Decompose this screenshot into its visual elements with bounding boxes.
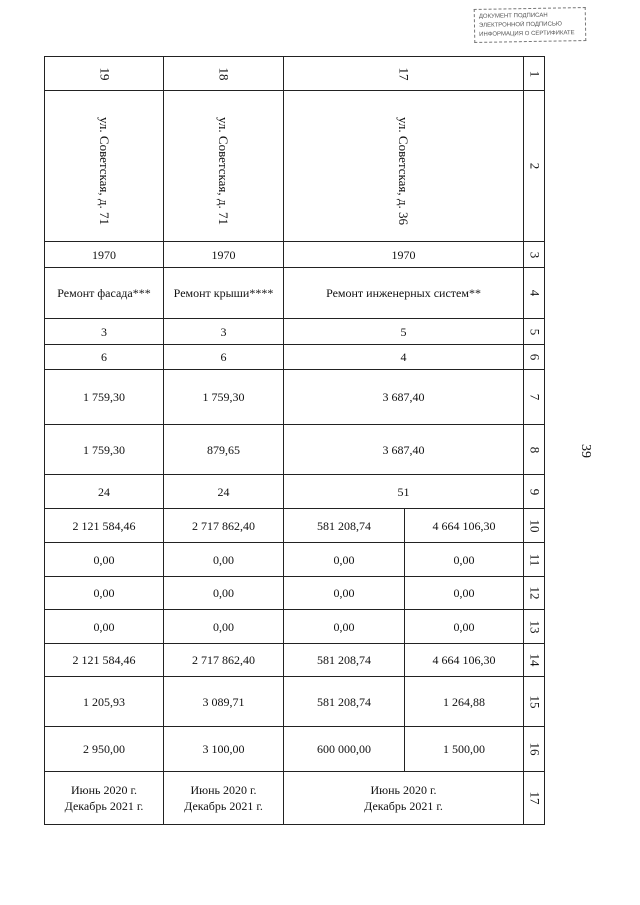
stamp-line: ЭЛЕКТРОННОЙ ПОДПИСЬЮ [478,21,562,29]
cell-col-c-text: 51 [397,484,410,499]
row-number [523,676,545,727]
cell-col-c1 [283,676,405,727]
cell-col-c2-text: 4 664 106,30 [432,653,496,667]
cell-col-c-text: 3 687,40 [382,442,425,457]
cell-col-c-text: Ремонт инженерных систем** [326,286,481,300]
cell-col-a-text: 1 759,30 [83,442,125,457]
cell-col-c [283,344,524,370]
cell-col-a [44,474,164,509]
row-number [523,241,545,268]
cell-col-b [163,576,284,610]
cell-col-b [163,643,284,677]
cell-col-a [44,771,164,825]
cell-col-b-text: 3 100,00 [202,742,245,756]
row-number [523,267,545,319]
cell-col-c2 [404,676,524,727]
cell-col-b [163,318,284,345]
cell-col-c [283,424,524,475]
row-number-text: 11 [527,553,542,566]
cell-col-c-text: Июнь 2020 г. Декабрь 2021 г. [364,783,443,813]
cell-col-c2-text: 0,00 [453,586,475,600]
cell-col-c1 [283,609,405,644]
row-number-text: 14 [527,653,542,667]
cell-col-a-text: 0,00 [93,586,115,600]
cell-col-c1-text: 581 208,74 [317,653,371,667]
cell-col-c2-text: 0,00 [453,552,475,567]
row-number [523,542,545,577]
row-number [523,643,545,677]
cell-col-b [163,609,284,644]
cell-col-c2 [404,609,524,644]
cell-col-c-text: 5 [400,324,407,339]
data-table [44,56,545,824]
address-text: ул. Советская, д. 71 [216,116,232,226]
cell-col-a [44,344,164,370]
cell-col-c2-text: 4 664 106,30 [432,518,496,533]
cell-col-a-text: Июнь 2020 г. Декабрь 2021 г. [64,783,144,813]
row-number [523,318,545,345]
cell-col-a [44,508,164,543]
cell-col-c1 [283,726,405,772]
cell-col-a-text: 1 205,93 [83,694,125,709]
cell-col-b [163,771,284,825]
cell-col-c2 [404,643,524,677]
cell-col-a [44,643,164,677]
cell-col-a [44,609,164,644]
row-number [523,726,545,772]
cell-col-c2 [404,542,524,577]
cell-col-c [283,369,524,425]
cell-col-a [44,318,164,345]
cell-col-b [163,726,284,772]
cell-col-a-text: 0,00 [93,619,115,634]
cell-col-c2 [404,508,524,543]
row-number [523,424,545,475]
header-col-17 [283,56,524,91]
cell-col-a-text: 24 [98,484,110,499]
cell-col-c2 [404,576,524,610]
stamp-line: ДОКУМЕНТ ПОДПИСАН [478,12,548,20]
row-number-label: 1 [527,70,542,77]
row-number-text: 12 [527,586,542,600]
cell-col-b-text: 24 [217,484,230,499]
cell-col-c1 [283,643,405,677]
header-col-18 [163,56,284,91]
cell-col-b-text: 6 [220,350,227,364]
row-number [523,609,545,644]
header-col-19-label: 19 [97,67,112,80]
cell-col-b-text: 3 089,71 [202,694,245,709]
address-col-c [283,90,524,242]
cell-col-b-text: 3 [220,324,227,339]
cell-col-b-text: 1970 [211,247,236,262]
row-number-text: 6 [527,353,542,361]
cell-col-c1-text: 600 000,00 [317,742,371,756]
cell-col-c [283,267,524,319]
cell-col-b [163,542,284,577]
address-text: ул. Советская, д. 71 [96,116,112,226]
row-number [523,344,545,370]
signature-stamp [474,7,587,43]
cell-col-b-text: 0,00 [213,619,234,634]
row-number-text: 16 [527,742,542,756]
row-number-label: 2 [527,162,542,170]
cell-col-b [163,344,284,370]
cell-col-c [283,318,524,345]
cell-col-c1-text: 0,00 [333,619,355,634]
cell-col-b [163,676,284,727]
cell-col-a-text: 0,00 [93,552,115,567]
cell-col-b-text: 1 759,30 [202,390,245,404]
page-number: 39 [578,444,593,458]
cell-col-c-text: 3 687,40 [382,390,425,404]
cell-col-a [44,576,164,610]
row-number-text: 7 [527,393,542,401]
cell-col-c2 [404,726,524,772]
cell-col-a-text: 1970 [92,247,116,262]
address-col-a [44,90,164,242]
cell-col-b [163,241,284,268]
cell-col-c [283,474,524,509]
row-number-text: 9 [527,488,542,495]
cell-col-b [163,369,284,425]
cell-col-a-text: 2 950,00 [83,742,125,756]
cell-col-c2-text: 1 500,00 [443,742,485,756]
cell-col-a [44,241,164,268]
cell-col-a [44,542,164,577]
row-number [523,771,545,825]
cell-col-b-text: 0,00 [213,586,234,600]
cell-col-a-text: 2 121 584,46 [72,653,136,667]
cell-col-b [163,508,284,543]
cell-col-c1-text: 0,00 [333,586,355,600]
cell-col-b-text: 2 717 862,40 [192,653,255,667]
cell-col-a-text: Ремонт фасада*** [57,286,151,300]
row-number [523,508,545,543]
cell-col-c1 [283,576,405,610]
cell-col-a-text: 3 [101,324,107,339]
row-number [523,576,545,610]
stamp-line: ИНФОРМАЦИЯ О СЕРТИФИКАТЕ [479,30,575,38]
cell-col-b-text: 879,65 [207,442,240,457]
address-text: ул. Советская, д. 36 [396,116,412,226]
cell-col-c2-text: 0,00 [453,619,475,634]
row-number [523,474,545,509]
header-col-18-label: 18 [216,67,232,80]
cell-col-a [44,726,164,772]
cell-col-c1-text: 0,00 [333,552,355,567]
cell-col-c-text: 4 [400,350,407,364]
cell-col-b-text: 0,00 [213,552,234,567]
row-number-text: 15 [527,695,542,708]
cell-col-c1-text: 581 208,74 [317,518,371,533]
cell-col-a-text: 6 [101,350,107,364]
cell-col-b [163,267,284,319]
header-col-17-label: 17 [396,67,412,80]
row-number-text: 10 [527,519,542,532]
cell-col-a [44,369,164,425]
cell-col-c2-text: 1 264,88 [443,694,485,709]
row-number [523,90,545,242]
cell-col-b-text: 2 717 862,40 [192,518,255,533]
cell-col-a [44,267,164,319]
cell-col-b [163,424,284,475]
row-number-text: 13 [527,620,542,633]
cell-col-b [163,474,284,509]
address-col-b [163,90,284,242]
row-number-text: 4 [527,289,542,297]
cell-col-c1-text: 581 208,74 [317,694,371,709]
cell-col-c [283,241,524,268]
cell-col-c1 [283,542,405,577]
cell-col-c [283,771,524,825]
row-number [523,369,545,425]
row-number-text: 8 [527,446,542,453]
row-number-text: 3 [527,251,542,258]
cell-col-a [44,676,164,727]
cell-col-c-text: 1970 [391,247,416,262]
cell-col-a-text: 1 759,30 [83,390,125,404]
cell-col-c1 [283,508,405,543]
cell-col-b-text: Июнь 2020 г. Декабрь 2021 г. [184,783,263,813]
cell-col-a [44,424,164,475]
row-number-text: 17 [527,791,542,805]
row-number [523,56,545,91]
cell-col-a-text: 2 121 584,46 [72,518,136,533]
cell-col-b-text: Ремонт крыши**** [173,286,274,300]
row-number-text: 5 [527,328,542,335]
header-col-19 [44,56,164,91]
